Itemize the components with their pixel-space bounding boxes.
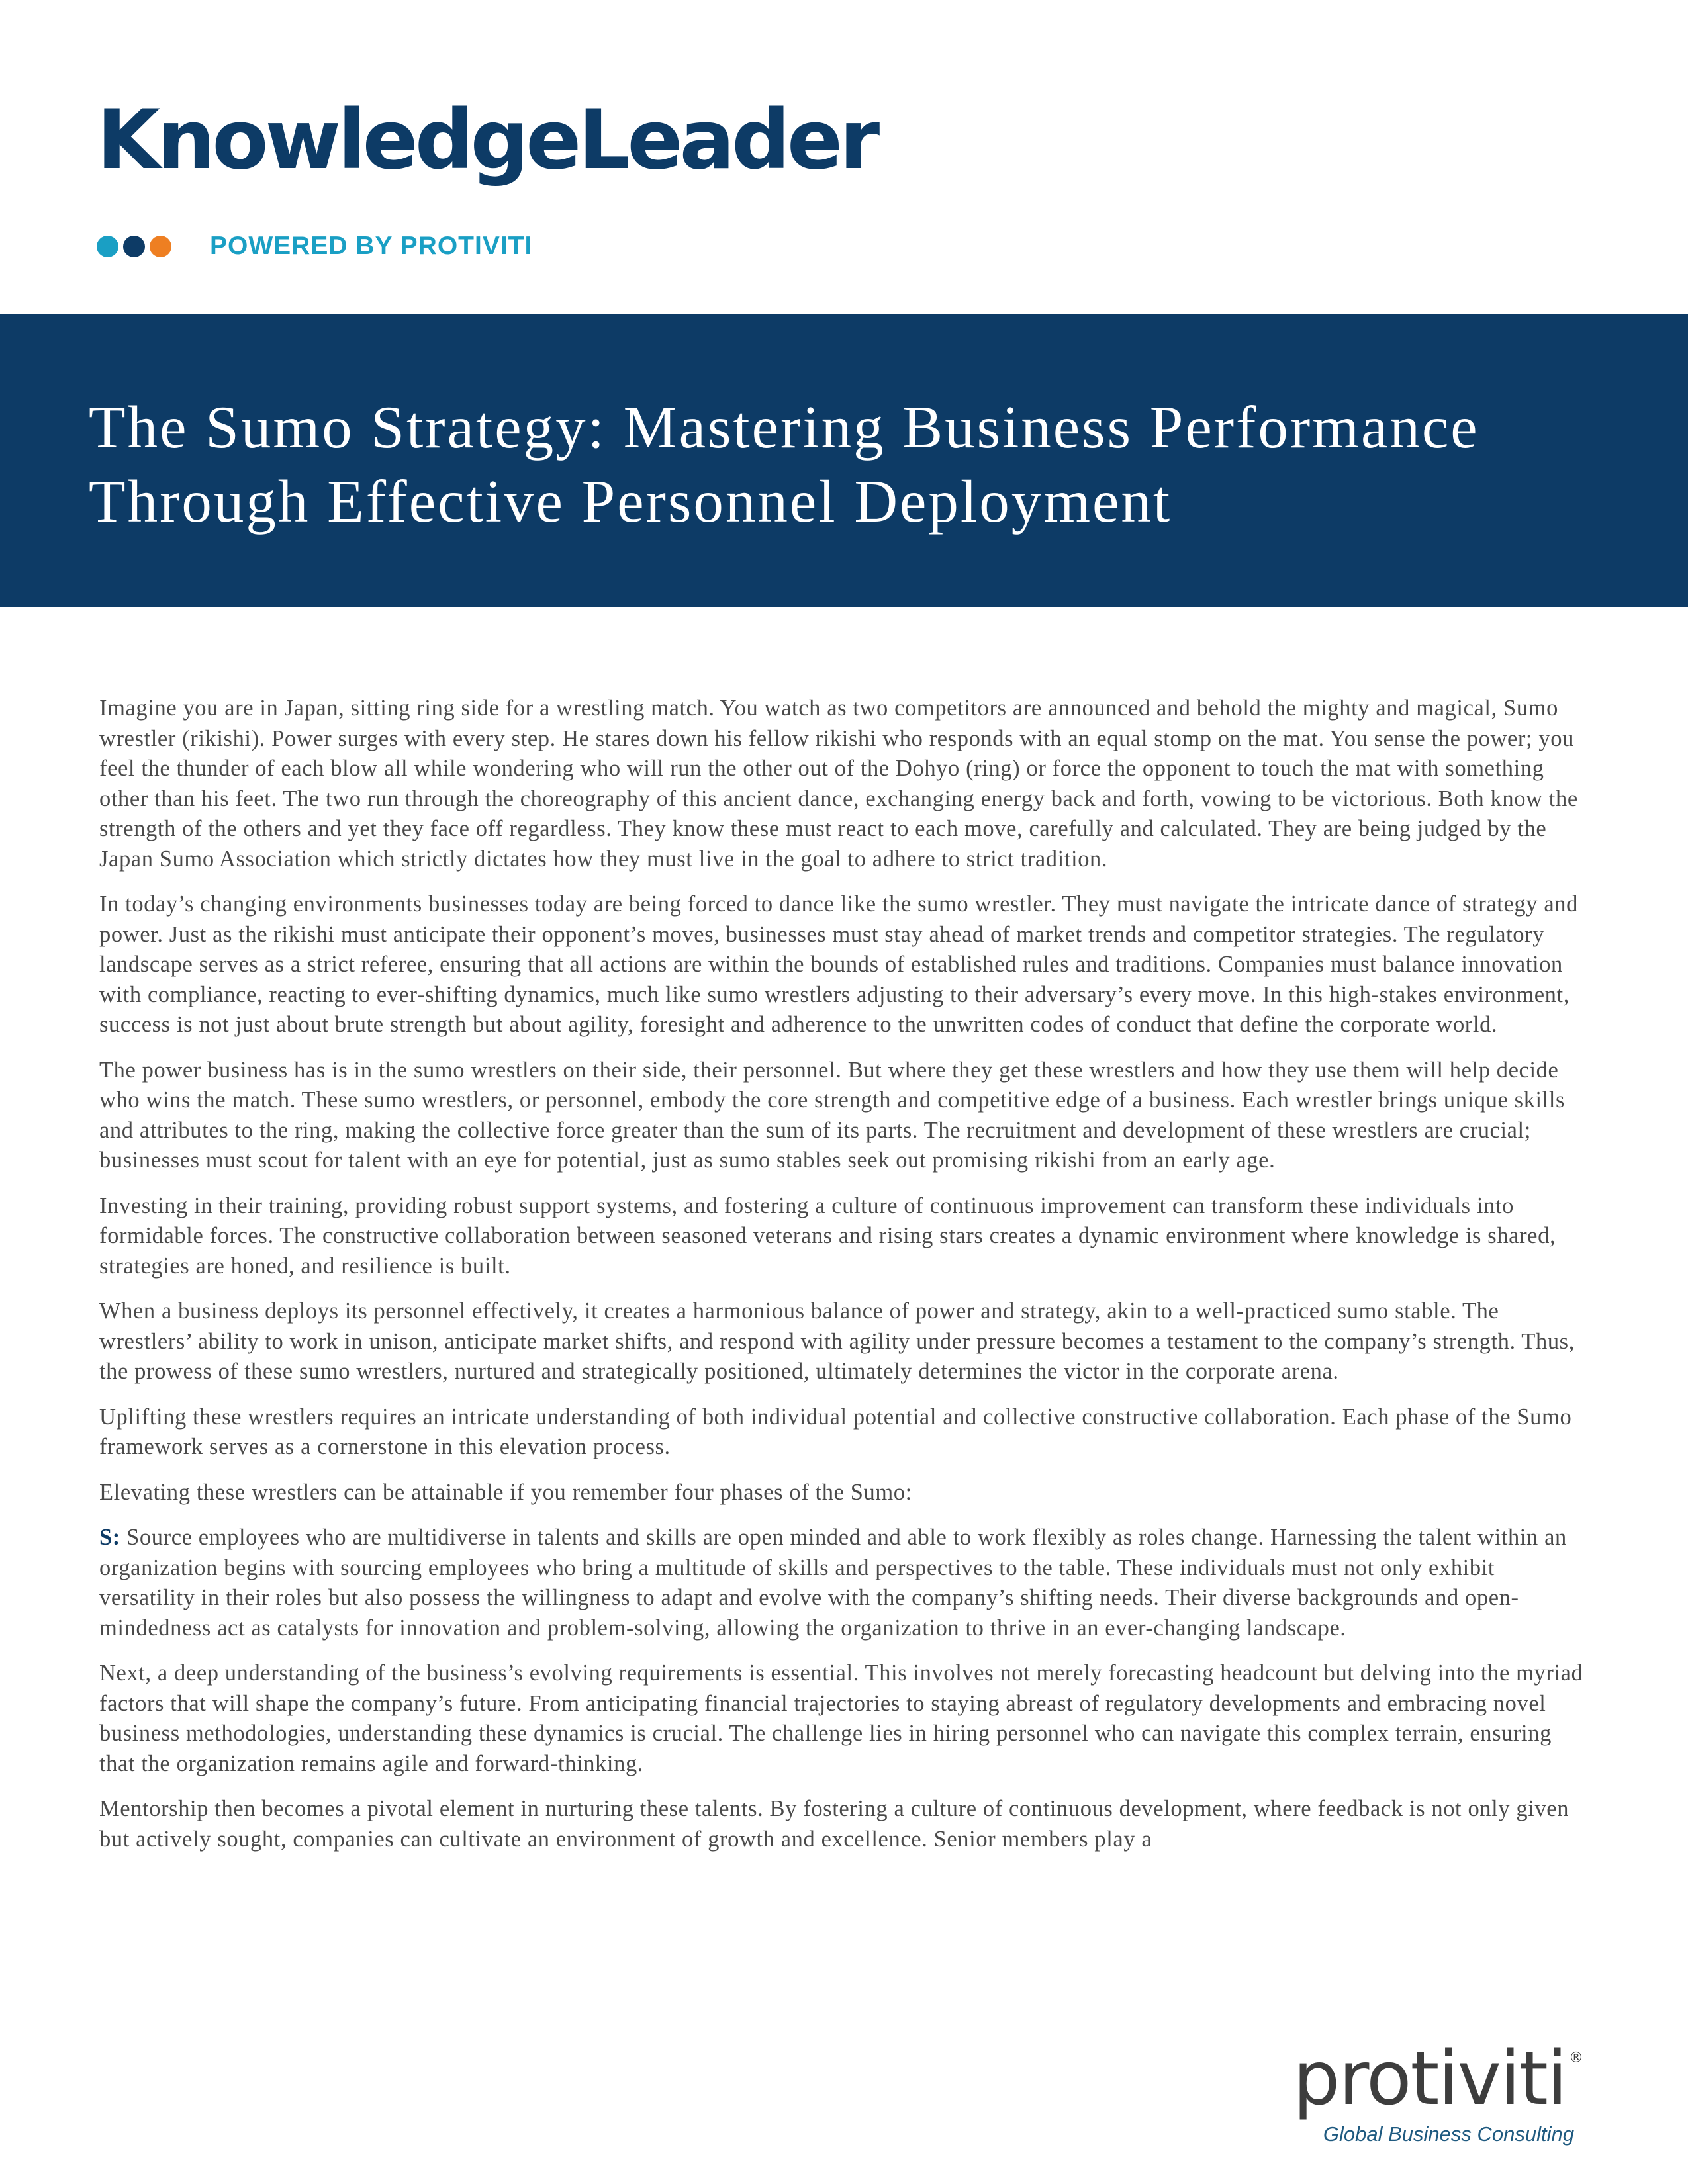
paragraph: Imagine you are in Japan, sitting ring side for a wrestling match. You watch as two competitors are announced and behold the mighty and magical, Sumo wrestler (rikishi). Power surges with every step. He stares down his fellow rikishi who responds with an equal stomp on the mat. You sense the power; you feel the thunder of each blow all while wondering who will run the other out of the Dohyo (ring) or force the opponent to touch the mat with something other than his feet. The two run through the choreography of this ancient dance, exchanging energy back and forth, vowing to be victorious. Both know the strength of the others and yet they face off regardless. They know these must react to each move, carefully and calculated. They are being judged by the Japan Sumo Association which strictly dictates how they must live in the goal to adhere to strict tradition. (99, 696, 1578, 872)
protiviti-logo (1293, 2036, 1582, 2146)
dot-3 (150, 236, 171, 257)
brand-name: KnowledgeLeader (97, 93, 877, 188)
source-lead: S: (99, 1525, 120, 1550)
paragraph-source (99, 1523, 1589, 1643)
paragraph: Next, a deep understanding of the business’s evolving requirements is essential. This involves not merely forecasting headcount but delving into the myriad factors that will shape the company’s future. From anticipating financial trajectories to staying abreast of regulatory developments and embracing novel business methodologies, understanding these dynamics is crucial. The challenge lies in hiring personnel who can navigate this complex terrain, ensuring that the organization remains agile and forward-thinking. (99, 1661, 1583, 1776)
knowledgeleader-logo (97, 93, 877, 260)
logo-subtitle: Global Business Consulting (1323, 2122, 1574, 2146)
paragraph: The power business has is in the sumo wrestlers on their side, their personnel. But where they get these wrestlers and how they use them will help decide who wins the match. These sumo wrestlers, or personnel, embody the core strength and competitive edge of a business. Each wrestler brings unique skills and attributes to the ring, making the collective force greater than the sum of its parts. The recruitment and development of these wrestlers are crucial; businesses must scout for talent with an eye for potential, just as sumo stables seek out promising rikishi from an early age. (99, 1057, 1566, 1173)
title-band (0, 314, 1688, 607)
source-text: Source employees who are multidiverse in talents and skills are open minded and able to work flexibly as roles change. Harnessing the talent within an organization begins with sourcing employees who bring a multitude of skills and perspectives to the table. These individuals must not only exhibit versatility in their roles but also possess the willingness to adapt and evolve with the company’s shifting needs. Their diverse backgrounds and open-mindedness act as catalysts for innovation and problem-solving, allowing the organization to thrive in an ever-changing landscape. (99, 1525, 1567, 1641)
logo-word: protiviti (1293, 2036, 1566, 2122)
paragraph: When a business deploys its personnel effectively, it creates a harmonious balance of power and strategy, akin to a well-practiced sumo stable. The wrestlers’ ability to work in unison, anticipate market shifts, and respond with agility under pressure becomes a testament to the company’s strength. Thus, the prowess of these sumo wrestlers, nurtured and strategically positioned, ultimately determines the victor in the corporate arena. (99, 1298, 1575, 1384)
protiviti-wordmark (1293, 2036, 1582, 2122)
tagline: POWERED BY PROTIVITI (210, 232, 533, 260)
paragraph: Mentorship then becomes a pivotal element in nurturing these talents. By fostering a culture of continuous development, where feedback is not only given but actively sought, companies can cultivate an environment of growth and excellence. Senior members play a (99, 1796, 1570, 1852)
paragraph: Investing in their training, providing robust support systems, and fostering a culture of continuous improvement can transform these individuals into formidable forces. The constructive collaboration between seasoned veterans and rising stars creates a dynamic environment where knowledge is shared, strategies are honed, and resilience is built. (99, 1193, 1556, 1279)
tagline-row (97, 232, 532, 261)
dot-1 (97, 236, 118, 257)
paragraph: Elevating these wrestlers can be attainable if you remember four phases of the Sumo: (99, 1479, 912, 1505)
paragraph: In today’s changing environments businesses today are being forced to dance like the sumo wrestler. They must navigate the intricate dance of strategy and power. Just as the rikishi must anticipate their opponent’s moves, businesses must stay ahead of market trends and competitor strategies. The regulatory landscape serves as a strict referee, ensuring that all actions are within the bounds of established rules and traditions. Companies must balance innovation with compliance, reacting to ever-shifting dynamics, much like sumo wrestlers adjusting to their adversary’s every move. In this high-stakes environment, success is not just about brute strength but about agility, foresight and adherence to the unwritten codes of conduct that define the corporate world. (99, 891, 1578, 1037)
dot-2 (123, 236, 145, 257)
paragraph: Uplifting these wrestlers requires an intricate understanding of both individual potential and collective constructive collaboration. Each phase of the Sumo framework serves as a cornerstone in this elevation process. (99, 1404, 1572, 1459)
registered-mark: ® (1569, 2050, 1582, 2066)
page-title: The Sumo Strategy: Mastering Business Performance Through Effective Personnel Deployment (89, 394, 1479, 535)
article-body (99, 694, 1589, 1870)
brand-dots-icon (97, 236, 171, 257)
